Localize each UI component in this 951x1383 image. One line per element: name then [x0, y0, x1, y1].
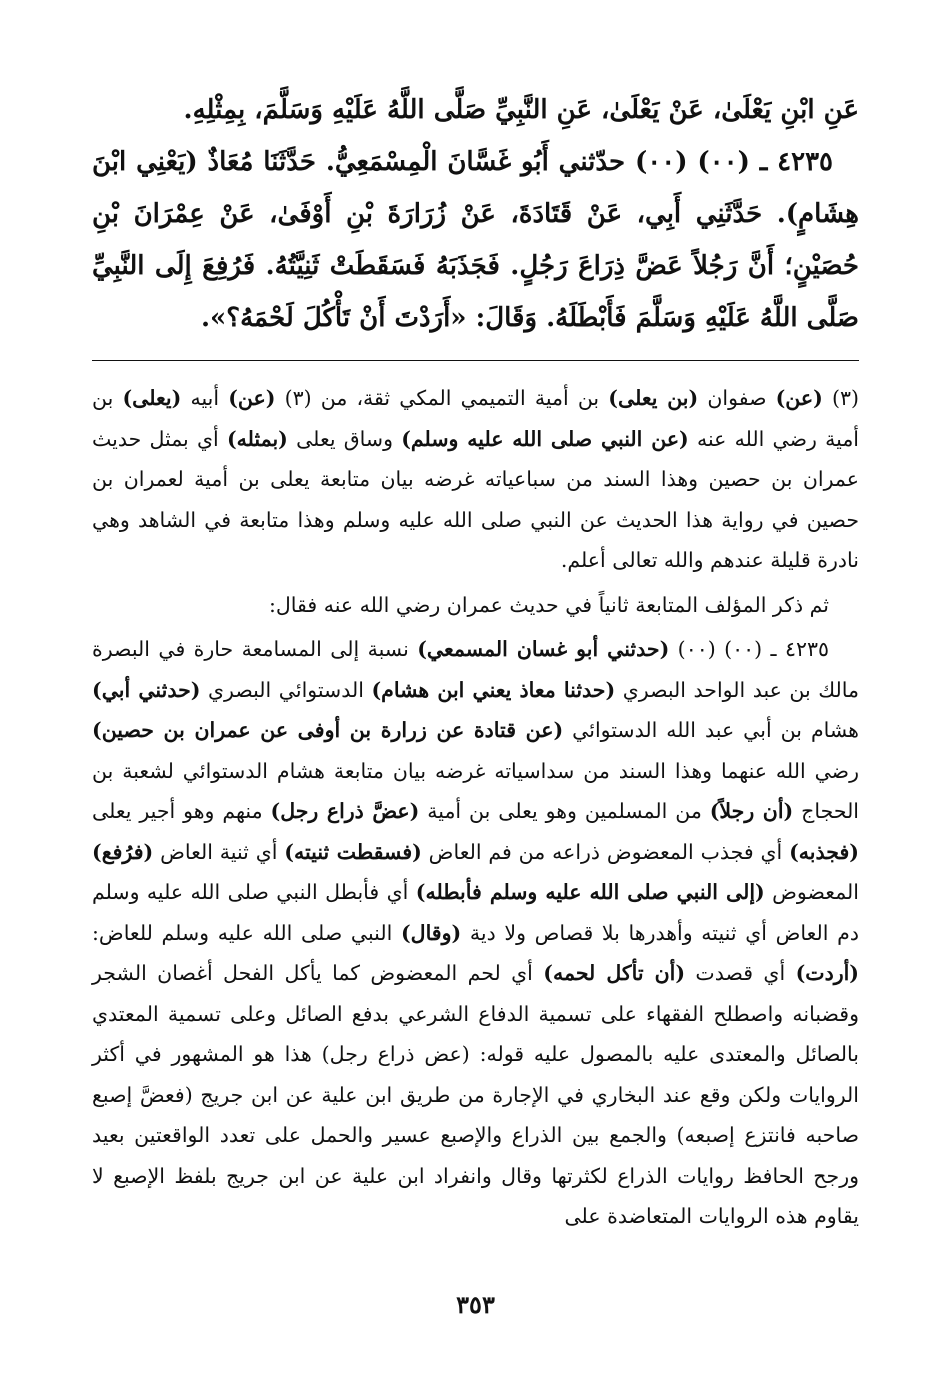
text-run: النبي صلى الله عليه وسلم للعاض: [92, 920, 401, 945]
commentary-transition: ثم ذكر المؤلف المتابعة ثانياً في حديث عمران رضي الله عنه فقال: [268, 592, 829, 617]
text-run: (٣) [822, 386, 860, 410]
hadith-text [92, 84, 859, 344]
text-run: المعضوض [764, 880, 859, 904]
bold-quote: (أردت) [795, 961, 859, 985]
bold-quote: (أن تأكل لحمه) [543, 961, 686, 985]
bold-quote: (فرُفع) [92, 839, 154, 864]
text-run: هشام بن أبي عبد الله الدستوائي [563, 718, 859, 742]
hadith-4235-body: ٤٢٣٥ ـ (٠٠) (٠٠) حدّثني أَبُو غَسَّانَ الْمِسْمَعِيُّ. حَدَّثَنَا مُعَاذٌ (يَعْنِي ابْنَ هِشَامٍ). حَدَّثَنِي أَبِي، عَنْ قَتَادَةَ، عَنْ زُرَارَةَ بْنِ أَوْفَىٰ، عَنْ عِمْرَانَ بْنِ حُصَيْنٍ؛ أَنَّ رَجُلاً عَضَّ ذِرَاعَ رَجُلٍ. فَجَذَبَهُ فَسَقَطَتْ ثَنِيَّتُهُ. فَرُفِعَ إِلَى النَّبِيِّ صَلَّى اللَّهُ عَلَيْهِ وَسَلَّمَ فَأَبْطَلَهُ. وَقَالَ: [92, 147, 859, 333]
hadith-4235 [92, 136, 859, 344]
text-run: أي قصدت [685, 961, 796, 985]
text-run: أبيه [181, 386, 229, 410]
bold-quote: (فسقطت ثنيته) [284, 839, 422, 864]
text-run: أي لحم المعضوض كما يأكل الفحل أغصان الشجر وقضبانه واصطلح الفقهاء على تسمية الدفاع الشرعي بدفع الصائل وعلى تسمية المعتدي بالصائل والمعتدى عليه بالمصول عليه قوله: (عض ذراع رجل) هذا هو المشهور في أكثر الروايات ولكن وقع عند البخاري في الإجارة من طريق ابن علية عن ابن جريج (فعضَّ إصبع صاحبه فانتزع إصبعه) والجمع بين الذراع والإصبع عسير والحمل على تعدد الواقعتين بعيد ورجح الحافظ روايات الذراع لكثرتها وقال وانفراد ابن علية عن ابن جريج بلفظ الإصبع لا يقاوم هذه الروايات المتعاضدة على [92, 961, 859, 1228]
bold-quote: (إلى النبي صلى الله عليه وسلم فأبطله) [415, 880, 765, 904]
hadith-line-1: عَنِ ابْنِ يَعْلَىٰ، عَنْ يَعْلَىٰ، عَنِ النَّبِيِّ صَلَّى اللَّهُ عَلَيْهِ وَسَلَّمَ، بِمِثْلِهِ. [183, 95, 859, 125]
text-run: أي فأبطل النبي صلى الله عليه وسلم دم العاض أي ثنيته وأهدرها بلا قصاص ولا دية [92, 880, 859, 945]
bold-quote: (يعلى) [122, 386, 182, 410]
bold-quote: (عن قتادة عن زرارة بن أوفى عن عمران بن حصين) [92, 718, 564, 742]
text-run: رضي الله عنهما وهذا السند من سداسياته غرضه بيان متابعة هشام الدستوائي لشعبة بن الحجاج [92, 758, 860, 823]
bold-quote: (حدثني أبي) [92, 677, 201, 702]
text-run: الدستوائي البصري [200, 677, 372, 702]
bold-quote: (بمثله) [226, 426, 288, 451]
text-run: وساق يعلى [287, 426, 402, 451]
bold-quote: (بن يعلى) [608, 386, 699, 410]
text-run: منهم وهو أجير يعلى [92, 799, 271, 823]
commentary-paragraph-1 [92, 378, 859, 581]
bold-quote: (عن النبي صلى الله عليه وسلم) [401, 426, 689, 451]
bold-quote: (حدثنا معاذ يعني ابن هشام) [371, 677, 616, 702]
bold-quote: (وقال) [400, 920, 462, 945]
text-run: صفوان [698, 386, 776, 410]
text-run: بن أمية التميمي المكي ثقة، من (٣) [275, 386, 609, 410]
text-run: من المسلمين وهو يعلى بن أمية [419, 799, 710, 823]
bold-quote: (فجذبه) [789, 839, 859, 864]
text-run: نسبة إلى المسامعة حارة في البصرة مالك بن عبد الواحد البصري [92, 637, 859, 702]
bold-quote: (عضَّ ذراع رجل) [270, 799, 420, 823]
bold-quote: (أن رجلاً) [709, 799, 794, 823]
bold-quote: (حدثني أبو غسان المسمعي) [417, 637, 670, 661]
commentary-paragraph-4235 [92, 629, 859, 1237]
bold-quote: (عن) [775, 386, 823, 410]
bold-quote: (عن) [228, 386, 276, 410]
text-run: بن أمية رضي الله عنه [92, 386, 859, 451]
text-run: أي ثنية العاض [153, 839, 285, 864]
footnote-separator [92, 360, 859, 361]
text-run: ٤٢٣٥ ـ (٠٠) (٠٠) [669, 637, 830, 661]
text-run: أي فجذب المعضوض ذراعه من فم العاض [421, 839, 790, 864]
hadith-quote: «أَرَدْتَ أَنْ تَأْكُلَ لَحْمَهُ؟». [201, 303, 467, 333]
commentary [92, 378, 859, 1237]
page-number: ٣٥٣ [456, 1290, 495, 1319]
text-run: أي بمثل حديث عمران بن حصين وهذا السند من سباعياته غرضه بيان متابعة يعلى بن أمية لعمران بن حصين في رواية هذا الحديث عن النبي صلى الله عليه وسلم وهذا متابعة في الشاهد وهي نادرة قليلة عندهم والله تعالى أعلم. [92, 426, 859, 572]
